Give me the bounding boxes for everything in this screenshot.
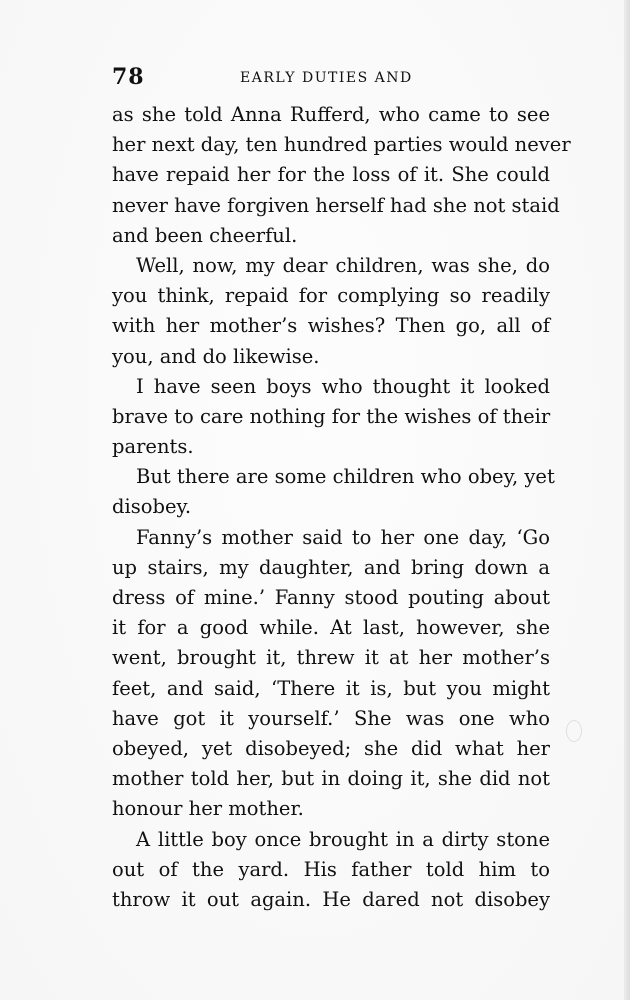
text-line: dress of mine.’ Fanny stood pouting about	[112, 586, 550, 609]
text-line: and been cheerful.	[112, 223, 298, 247]
text-line: with her mother’s wishes? Then go, all of	[112, 314, 550, 338]
page-edge-shadow	[624, 0, 630, 1000]
page-number: 78	[112, 64, 145, 90]
text-line: have repaid her for the loss of it. She could	[112, 163, 550, 187]
text-line: I have seen boys who thought it looked	[136, 374, 550, 398]
text-line: you, and do likewise.	[112, 344, 320, 368]
text-line: obeyed, yet disobeyed; she did what her	[112, 736, 550, 760]
text-line: Well, now, my dear children, was she, do	[136, 253, 550, 277]
text-line: mother told her, but in doing it, she did not	[112, 767, 550, 791]
text-line: Fanny’s mother said to her one day, ‘Go	[136, 525, 550, 549]
text-line: feet, and said, ‘There it is, but you might	[112, 676, 550, 700]
text-line: disobey.	[112, 495, 192, 519]
page-header	[112, 64, 550, 92]
text-line: you think, repaid for complying so readily	[112, 284, 550, 308]
text-line: But there are some children who obey, yet	[136, 465, 555, 489]
text-line: out of the yard. His father told him to	[112, 857, 550, 881]
text-line: throw it out again. He dared not disobey	[112, 887, 550, 911]
text-line: honour her mother.	[112, 797, 304, 821]
text-line: as she told Anna Rufferd, who came to see	[112, 103, 550, 126]
text-line: brave to care nothing for the wishes of their	[112, 404, 551, 428]
text-line: up stairs, my daughter, and bring down a	[112, 555, 550, 579]
text-line: have got it yourself.’ She was one who	[112, 706, 550, 730]
text-line: never have forgiven herself had she not staid	[112, 193, 560, 217]
paper-blemish	[566, 720, 582, 742]
text-line: her next day, ten hundred parties would never	[112, 133, 571, 157]
running-head: EARLY DUTIES AND	[240, 70, 413, 86]
text-line: A little boy once brought in a dirty stone	[136, 827, 550, 851]
body-text	[112, 100, 571, 915]
text-line: went, brought it, threw it at her mother’s	[112, 646, 550, 670]
text-line: parents.	[112, 435, 194, 459]
text-line: it for a good while. At last, however, she	[112, 616, 550, 640]
